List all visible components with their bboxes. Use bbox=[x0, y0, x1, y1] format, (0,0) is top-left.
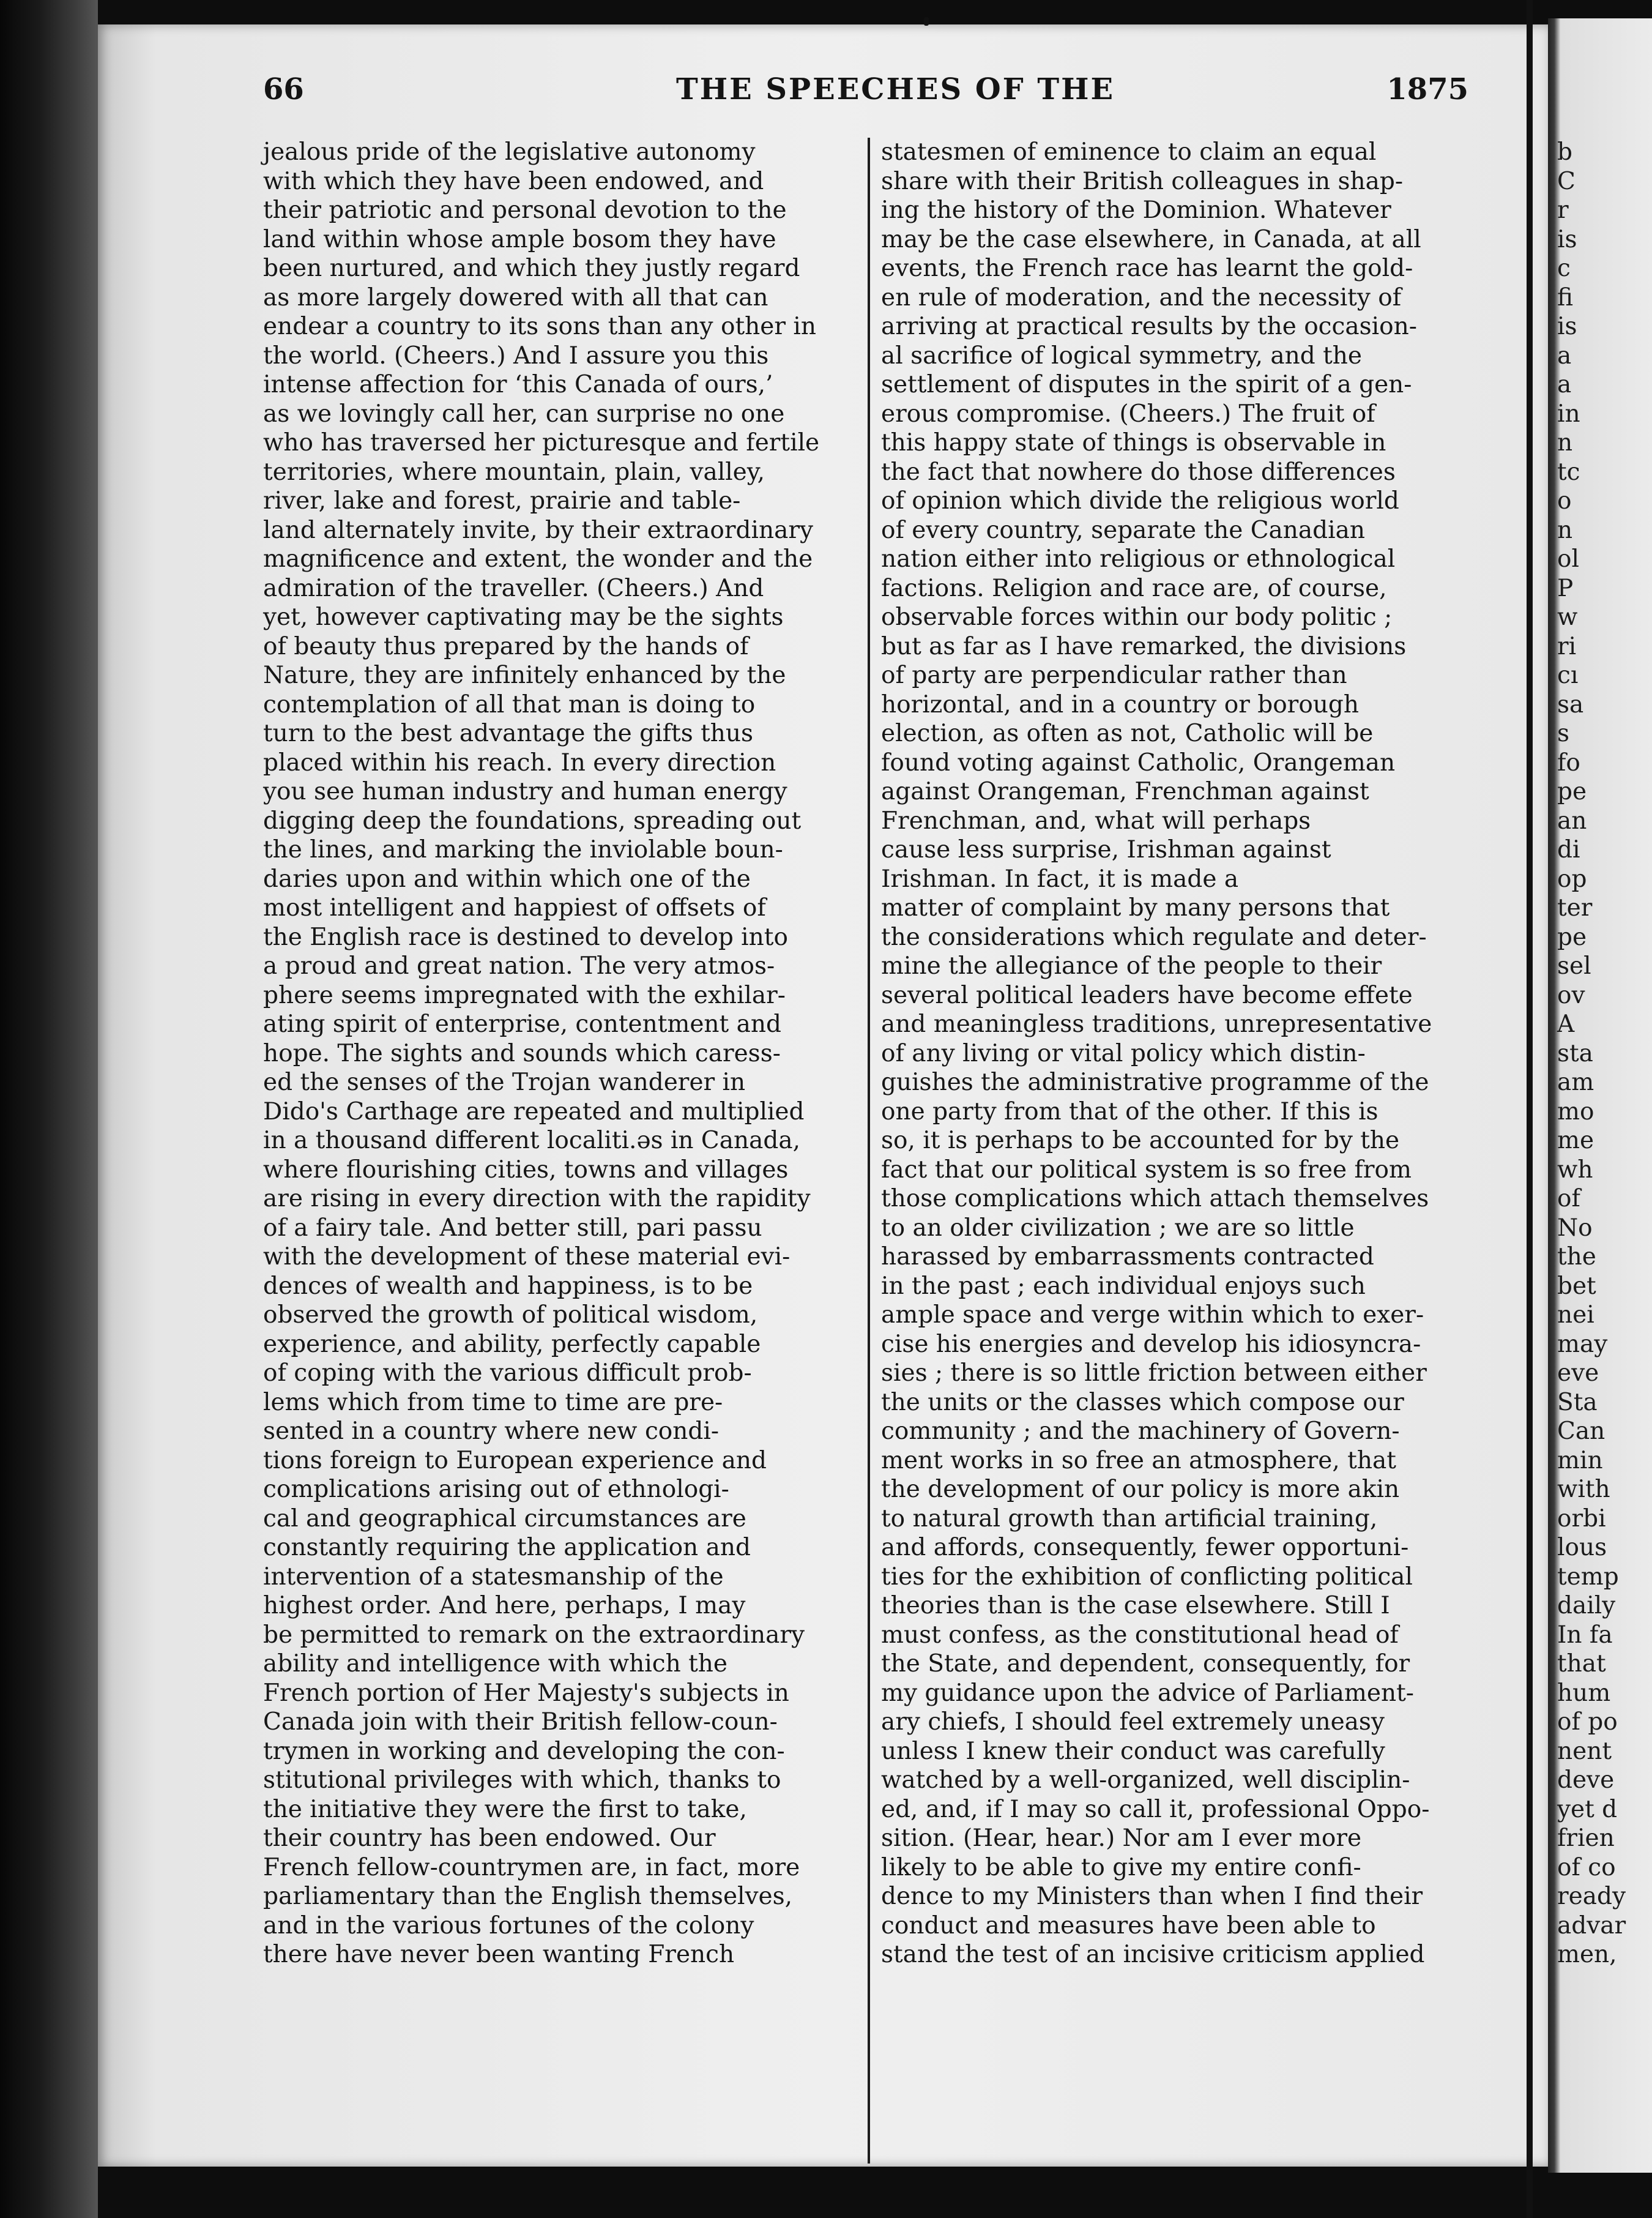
text-line: ment works in so free an atmosphere, that bbox=[881, 1446, 1396, 1474]
fragment-line: pe bbox=[1557, 923, 1587, 951]
fragment-line: eve bbox=[1557, 1359, 1599, 1387]
fragment-line: may bbox=[1557, 1330, 1608, 1358]
text-line: a proud and great nation. The very atmos- bbox=[263, 952, 775, 980]
fragment-line: orbi bbox=[1557, 1504, 1606, 1533]
text-line: watched by a well-organized, well disciplin- bbox=[881, 1766, 1410, 1794]
fragment-line: am bbox=[1557, 1069, 1594, 1096]
fragment-line: cı bbox=[1557, 662, 1579, 689]
text-line: sies ; there is so little friction between either bbox=[881, 1359, 1427, 1387]
text-line: likely to be able to give my entire confi- bbox=[881, 1853, 1361, 1881]
text-line: stitutional privileges with which, thanks to bbox=[263, 1766, 781, 1794]
fragment-line: tc bbox=[1557, 458, 1580, 486]
fragment-line: of co bbox=[1557, 1853, 1616, 1881]
text-line: turn to the best advantage the gifts thus bbox=[263, 720, 754, 747]
text-line: election, as often as not, Catholic will be bbox=[881, 720, 1374, 747]
page-number: 66 bbox=[263, 72, 304, 106]
fragment-line: that bbox=[1557, 1650, 1606, 1678]
fragment-line: di bbox=[1557, 836, 1580, 864]
text-line: and meaningless traditions, unrepresentative bbox=[881, 1010, 1432, 1038]
fragment-line: is bbox=[1557, 313, 1577, 340]
fragment-line: lous bbox=[1557, 1534, 1607, 1561]
text-line: parliamentary than the English themselves, bbox=[263, 1883, 793, 1910]
fragment-line: fi bbox=[1557, 283, 1574, 312]
fragment-line: with bbox=[1557, 1476, 1610, 1503]
fragment-line: ov bbox=[1557, 981, 1585, 1009]
fragment-line: Can bbox=[1557, 1417, 1605, 1445]
text-line: dence to my Ministers than when I find their bbox=[881, 1883, 1423, 1910]
text-line: daries upon and within which one of the bbox=[263, 865, 751, 893]
fragment-line: min bbox=[1557, 1446, 1603, 1474]
text-line: in the past ; each individual enjoys such bbox=[881, 1272, 1366, 1300]
text-line: mine the allegiance of the people to their bbox=[881, 952, 1382, 980]
fragment-line: me bbox=[1557, 1127, 1594, 1154]
text-line: tions foreign to European experience and bbox=[263, 1446, 767, 1474]
running-header bbox=[263, 72, 1468, 115]
text-line: cise his energies and develop his idiosyncra- bbox=[881, 1330, 1421, 1358]
text-line: as we lovingly call her, can surprise no one bbox=[263, 400, 785, 428]
text-line: Dido's Carthage are repeated and multiplied bbox=[263, 1097, 805, 1126]
text-line: their country has been endowed. Our bbox=[263, 1824, 716, 1852]
text-line: ing the history of the Dominion. Whatever bbox=[881, 196, 1391, 224]
next-page-fragment-column bbox=[1557, 138, 1652, 1970]
text-line: constantly requiring the application and bbox=[263, 1534, 751, 1561]
text-line: en rule of moderation, and the necessity of bbox=[881, 283, 1402, 312]
text-line: Nature, they are infinitely enhanced by the bbox=[263, 662, 786, 689]
fragment-line: bet bbox=[1557, 1272, 1596, 1300]
text-line: to an older civilization ; we are so little bbox=[881, 1214, 1355, 1242]
text-line: my guidance upon the advice of Parliament- bbox=[881, 1679, 1414, 1707]
text-line: ating spirit of enterprise, contentment and bbox=[263, 1010, 781, 1038]
text-line: nation either into religious or ethnological bbox=[881, 545, 1396, 573]
fragment-line: a bbox=[1557, 371, 1572, 398]
fragment-line: mo bbox=[1557, 1097, 1594, 1126]
fragment-line: b bbox=[1557, 138, 1572, 166]
text-line: of every country, separate the Canadian bbox=[881, 516, 1365, 544]
text-line: sition. (Hear, hear.) Nor am I ever more bbox=[881, 1824, 1362, 1852]
fragment-line: deve bbox=[1557, 1766, 1615, 1794]
text-line: where flourishing cities, towns and villages bbox=[263, 1156, 789, 1184]
text-line: so, it is perhaps to be accounted for by the bbox=[881, 1127, 1400, 1154]
fragment-line: Sta bbox=[1557, 1388, 1598, 1416]
fragment-line: A bbox=[1557, 1010, 1575, 1038]
fragment-line: nei bbox=[1557, 1301, 1594, 1329]
book-edge bbox=[0, 0, 98, 2218]
text-line: one party from that of the other. If this is bbox=[881, 1097, 1379, 1126]
text-line: unless I knew their conduct was carefully bbox=[881, 1737, 1385, 1765]
text-line: those complications which attach themselves bbox=[881, 1185, 1429, 1212]
text-line: with the development of these material evi- bbox=[263, 1243, 791, 1271]
text-line: conduct and measures have been able to bbox=[881, 1911, 1376, 1940]
text-line: river, lake and forest, prairie and table- bbox=[263, 487, 741, 515]
text-line: you see human industry and human energy bbox=[263, 778, 787, 805]
text-line: the initiative they were the first to take, bbox=[263, 1795, 747, 1823]
fragment-line: of po bbox=[1557, 1708, 1618, 1736]
text-line: sented in a country where new condi- bbox=[263, 1417, 719, 1445]
text-line: of party are perpendicular rather than bbox=[881, 662, 1347, 689]
text-line: there have never been wanting French bbox=[263, 1941, 735, 1968]
text-line: stand the test of an incisive criticism applied bbox=[881, 1941, 1425, 1968]
text-line: in a thousand different localiti.ǝs in Canada, bbox=[263, 1127, 800, 1154]
text-line: intense affection for ‘this Canada of ours,’ bbox=[263, 371, 773, 398]
fragment-line: s bbox=[1557, 720, 1570, 747]
text-line: the English race is destined to develop into bbox=[263, 923, 788, 951]
text-line: land alternately invite, by their extraordinary bbox=[263, 516, 814, 544]
text-line: jealous pride of the legislative autonomy bbox=[263, 138, 756, 166]
fragment-line: of bbox=[1557, 1185, 1580, 1212]
fragment-line: w bbox=[1557, 603, 1578, 631]
text-line: of opinion which divide the religious world bbox=[881, 487, 1399, 515]
text-line: may be the case elsewhere, in Canada, at all bbox=[881, 225, 1421, 253]
text-line: ed the senses of the Trojan wanderer in bbox=[263, 1069, 746, 1096]
text-line: most intelligent and happiest of offsets of bbox=[263, 894, 766, 922]
ink-speck bbox=[924, 17, 929, 26]
text-line: observed the growth of political wisdom, bbox=[263, 1301, 758, 1329]
fragment-line: No bbox=[1557, 1214, 1593, 1242]
fragment-line: yet d bbox=[1557, 1795, 1618, 1823]
text-line: factions. Religion and race are, of course, bbox=[881, 574, 1387, 602]
fragment-line: c bbox=[1557, 255, 1571, 282]
text-line: digging deep the foundations, spreading out bbox=[263, 807, 802, 835]
text-line: are rising in every direction with the rapidity bbox=[263, 1185, 811, 1212]
text-line: yet, however captivating may be the sights bbox=[263, 603, 784, 631]
fragment-line: hum bbox=[1557, 1679, 1611, 1707]
text-line: of a fairy tale. And better still, pari passu bbox=[263, 1214, 762, 1242]
text-line: against Orangeman, Frenchman against bbox=[881, 778, 1369, 805]
fragment-line: an bbox=[1557, 807, 1587, 835]
text-line: found voting against Catholic, Orangeman bbox=[881, 749, 1396, 777]
text-line: but as far as I have remarked, the divisions bbox=[881, 632, 1407, 660]
text-line: the lines, and marking the inviolable boun- bbox=[263, 836, 783, 864]
column-rule bbox=[868, 138, 870, 2164]
fragment-line: pe bbox=[1557, 778, 1587, 805]
text-line: intervention of a statesmanship of the bbox=[263, 1563, 724, 1591]
text-line: cause less surprise, Irishman against bbox=[881, 836, 1331, 864]
fragment-line: is bbox=[1557, 225, 1577, 253]
fragment-line: temp bbox=[1557, 1563, 1619, 1591]
text-line: guishes the administrative programme of the bbox=[881, 1069, 1429, 1096]
text-line: experience, and ability, perfectly capable bbox=[263, 1330, 761, 1358]
text-line: lems which from time to time are pre- bbox=[263, 1388, 723, 1416]
fragment-line: sa bbox=[1557, 690, 1584, 719]
fragment-line: advar bbox=[1557, 1911, 1626, 1940]
fragment-line: ter bbox=[1557, 894, 1593, 922]
text-line: this happy state of things is observable in bbox=[881, 429, 1386, 457]
fragment-line: a bbox=[1557, 342, 1572, 370]
text-line: the development of our policy is more akin bbox=[881, 1476, 1400, 1503]
text-line: ties for the exhibition of conflicting political bbox=[881, 1563, 1413, 1591]
fragment-line: the bbox=[1557, 1243, 1596, 1271]
text-line: of any living or vital policy which distin- bbox=[881, 1039, 1366, 1067]
text-line: be permitted to remark on the extraordinary bbox=[263, 1621, 805, 1649]
text-line: been nurtured, and which they justly regard bbox=[263, 255, 800, 282]
text-line: horizontal, and in a country or borough bbox=[881, 690, 1360, 719]
fragment-line: frien bbox=[1557, 1824, 1615, 1852]
text-line: the units or the classes which compose our bbox=[881, 1388, 1404, 1416]
text-line: endear a country to its sons than any other in bbox=[263, 313, 816, 340]
page-gutter bbox=[1527, 0, 1533, 2218]
text-line: admiration of the traveller. (Cheers.) And bbox=[263, 574, 764, 602]
text-line: several political leaders have become effete bbox=[881, 981, 1413, 1009]
text-line: French portion of Her Majesty's subjects in bbox=[263, 1679, 789, 1707]
text-line: who has traversed her picturesque and fertile bbox=[263, 429, 820, 457]
text-line: and in the various fortunes of the colony bbox=[263, 1911, 754, 1940]
text-line: their patriotic and personal devotion to the bbox=[263, 196, 787, 224]
text-line: contemplation of all that man is doing to bbox=[263, 690, 756, 719]
text-line: arriving at practical results by the occasion- bbox=[881, 313, 1417, 340]
text-line: phere seems impregnated with the exhilar- bbox=[263, 981, 786, 1009]
text-line: Frenchman, and, what will perhaps bbox=[881, 807, 1311, 835]
text-line: to natural growth than artificial training, bbox=[881, 1504, 1378, 1533]
text-line: hope. The sights and sounds which caress- bbox=[263, 1039, 781, 1067]
text-line: French fellow-countrymen are, in fact, more bbox=[263, 1853, 800, 1881]
text-line: must confess, as the constitutional head of bbox=[881, 1621, 1399, 1649]
text-line: ed, and, if I may so call it, professional Oppo- bbox=[881, 1795, 1430, 1823]
text-line: share with their British colleagues in shap- bbox=[881, 167, 1404, 195]
fragment-line: in bbox=[1557, 400, 1580, 428]
text-line: magnificence and extent, the wonder and the bbox=[263, 545, 813, 573]
text-line: theories than is the case elsewhere. Still I bbox=[881, 1592, 1390, 1619]
header-year: 1875 bbox=[1386, 72, 1468, 106]
text-line: harassed by embarrassments contracted bbox=[881, 1243, 1374, 1271]
text-line: statesmen of eminence to claim an equal bbox=[881, 138, 1377, 166]
fragment-line: C bbox=[1557, 167, 1576, 195]
text-line: of beauty thus prepared by the hands of bbox=[263, 632, 749, 660]
fragment-line: men, bbox=[1557, 1941, 1617, 1968]
text-line: land within whose ample bosom they have bbox=[263, 225, 776, 253]
text-line: fact that our political system is so free from bbox=[881, 1156, 1412, 1184]
fragment-line: nent bbox=[1557, 1737, 1612, 1765]
text-line: settlement of disputes in the spirit of a gen- bbox=[881, 371, 1412, 398]
text-line: matter of complaint by many persons that bbox=[881, 894, 1390, 922]
text-line: al sacrifice of logical symmetry, and the bbox=[881, 342, 1362, 370]
text-line: placed within his reach. In every direction bbox=[263, 749, 776, 777]
text-line: dences of wealth and happiness, is to be bbox=[263, 1272, 753, 1300]
fragment-line: wh bbox=[1557, 1156, 1593, 1184]
running-title: THE SPEECHES OF THE bbox=[676, 72, 1115, 106]
fragment-line: op bbox=[1557, 865, 1587, 893]
text-line: as more largely dowered with all that can bbox=[263, 283, 768, 312]
text-line: observable forces within our body politic ; bbox=[881, 603, 1393, 631]
fragment-line: In fa bbox=[1557, 1621, 1613, 1649]
text-line: community ; and the machinery of Govern- bbox=[881, 1417, 1400, 1445]
text-line: highest order. And here, perhaps, I may bbox=[263, 1592, 746, 1619]
left-text-column bbox=[263, 138, 850, 1970]
text-line: erous compromise. (Cheers.) The fruit of bbox=[881, 400, 1375, 428]
fragment-line: r bbox=[1557, 196, 1569, 224]
right-text-column bbox=[881, 138, 1481, 1970]
text-line: Canada join with their British fellow-coun- bbox=[263, 1708, 778, 1736]
fragment-line: daily bbox=[1557, 1592, 1616, 1619]
text-line: the State, and dependent, consequently, for bbox=[881, 1650, 1410, 1678]
text-line: ample space and verge within which to exer- bbox=[881, 1301, 1424, 1329]
fragment-line: n bbox=[1557, 516, 1573, 544]
fragment-line: o bbox=[1557, 487, 1572, 515]
text-line: the fact that nowhere do those differences bbox=[881, 458, 1396, 486]
text-line: ability and intelligence with which the bbox=[263, 1650, 727, 1678]
fragment-line: ready bbox=[1557, 1883, 1626, 1910]
text-line: territories, where mountain, plain, valley, bbox=[263, 458, 765, 486]
fragment-line: n bbox=[1557, 429, 1573, 457]
fragment-line: sel bbox=[1557, 952, 1591, 980]
fragment-line: P bbox=[1557, 574, 1574, 602]
fragment-line: ri bbox=[1557, 632, 1577, 660]
fragment-line: fo bbox=[1557, 749, 1580, 777]
text-line: ary chiefs, I should feel extremely uneasy bbox=[881, 1708, 1385, 1736]
text-line: the world. (Cheers.) And I assure you this bbox=[263, 342, 769, 370]
text-line: events, the French race has learnt the gold- bbox=[881, 255, 1413, 282]
text-line: the considerations which regulate and deter- bbox=[881, 923, 1427, 951]
text-line: complications arising out of ethnologi- bbox=[263, 1476, 729, 1503]
text-line: of coping with the various difficult prob- bbox=[263, 1359, 752, 1387]
text-line: trymen in working and developing the con- bbox=[263, 1737, 785, 1765]
text-line: with which they have been endowed, and bbox=[263, 167, 764, 195]
text-line: cal and geographical circumstances are bbox=[263, 1504, 746, 1533]
fragment-line: sta bbox=[1557, 1039, 1593, 1067]
text-line: and affords, consequently, fewer opportuni- bbox=[881, 1534, 1409, 1561]
fragment-line: ol bbox=[1557, 545, 1579, 573]
text-line: Irishman. In fact, it is made a bbox=[881, 865, 1239, 893]
